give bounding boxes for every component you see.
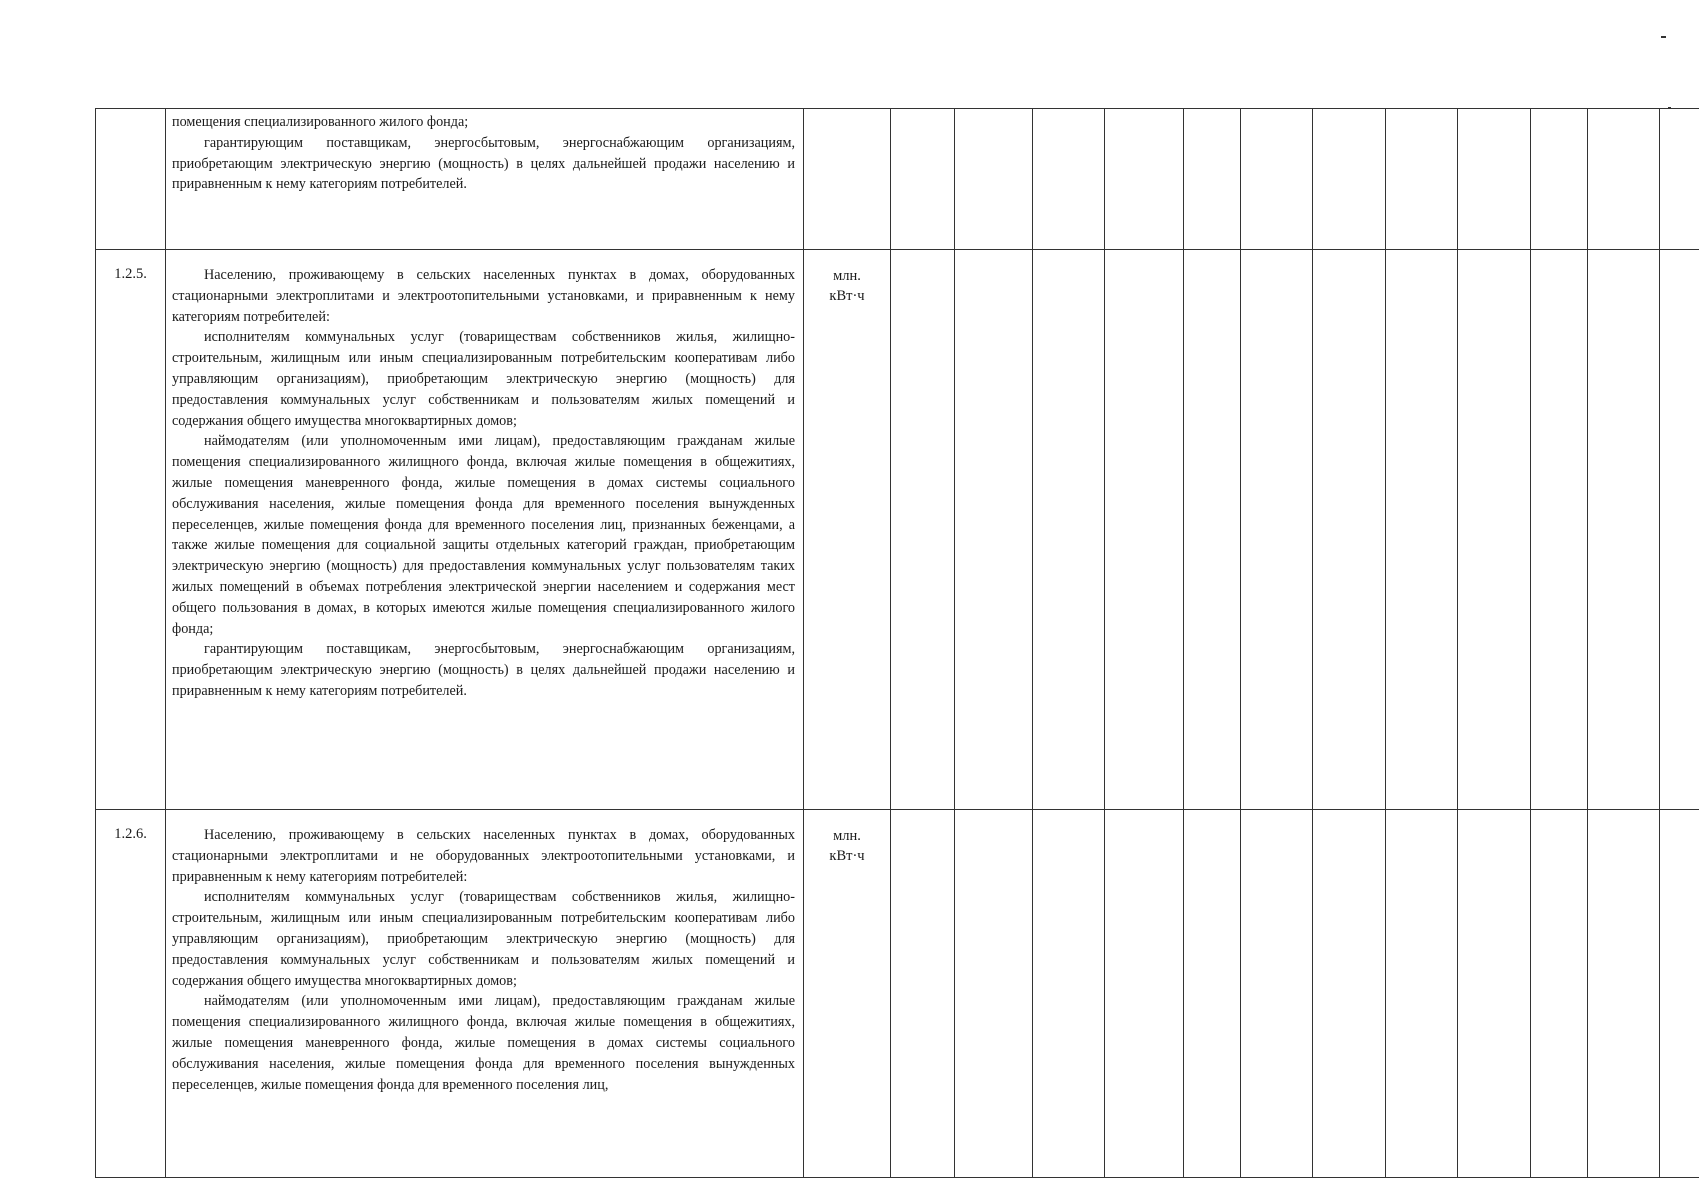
row-number: 1.2.5. (96, 250, 166, 810)
empty-cell (1184, 810, 1241, 1178)
scan-speck (1661, 36, 1666, 38)
paragraph: наймодателям (или уполномоченным ими лицам), предоставляющим гражданам жилые помещения специализированного жилищного фонда, включая жилые помещения в общежитиях, жилые помещения маневренного фонда, жилые помещения в домах системы социального обслуживания населения, жилые помещения фонда для временного поселения вынужденных переселенцев, жилые помещения фонда для временного поселения лиц, (172, 993, 795, 1093)
table-row (96, 109, 1699, 250)
row-description (166, 810, 804, 1178)
empty-cell (891, 250, 955, 810)
empty-cell (955, 109, 1033, 250)
empty-cell (1458, 810, 1531, 1178)
empty-cell (1105, 250, 1184, 810)
unit-cell (804, 810, 891, 1178)
empty-cell (1660, 250, 1699, 810)
empty-cell (1184, 109, 1241, 250)
empty-cell (1386, 250, 1458, 810)
row-number (96, 109, 166, 250)
empty-cell (891, 109, 955, 250)
unit-line: кВт·ч (829, 288, 865, 304)
empty-cell (1241, 109, 1313, 250)
empty-cell (1660, 109, 1699, 250)
empty-cell (1386, 109, 1458, 250)
empty-cell (1184, 250, 1241, 810)
empty-cell (1588, 109, 1660, 250)
paragraph: исполнителям коммунальных услуг (товариществам собственников жилья, жилищно-строительным, жилищным или иным специализированным потребительским кооперативам либо управляющим организациям), приобретающим электрическую энергию (мощность) для предоставления коммунальных услуг собственникам и пользователям жилых помещений и содержания общего имущества многоквартирных домов; (172, 889, 795, 989)
empty-cell (1531, 109, 1588, 250)
empty-cell (1241, 250, 1313, 810)
empty-cell (1531, 250, 1588, 810)
row-description (166, 250, 804, 810)
empty-cell (1458, 250, 1531, 810)
empty-cell (1531, 810, 1588, 1178)
empty-cell (1313, 109, 1386, 250)
unit-cell (804, 109, 891, 250)
unit-cell (804, 250, 891, 810)
row-number: 1.2.6. (96, 810, 166, 1178)
empty-cell (1588, 250, 1660, 810)
paragraph: Населению, проживающему в сельских населенных пунктах в домах, оборудованных стационарными электроплитами и электроотопительными установками, и приравненным к нему категориям потребителей: (172, 267, 795, 325)
paragraph: гарантирующим поставщикам, энергосбытовым, энергоснабжающим организациям, приобретающим электрическую энергию (мощность) в целях дальнейшей продажи населению и приравненным к нему категориям потребителей. (172, 134, 795, 193)
paragraph: Населению, проживающему в сельских населенных пунктах в домах, оборудованных стационарными электроплитами и не оборудованных электроотопительными установками, и приравненным к нему категориям потребителей: (172, 827, 795, 885)
empty-cell (1660, 810, 1699, 1178)
empty-cell (1105, 810, 1184, 1178)
unit-line: млн. (833, 268, 861, 284)
empty-cell (1241, 810, 1313, 1178)
row-description (166, 109, 804, 250)
data-table (95, 108, 1699, 1178)
empty-cell (1458, 109, 1531, 250)
empty-cell (1033, 109, 1105, 250)
table-row (96, 250, 1699, 810)
empty-cell (1386, 810, 1458, 1178)
empty-cell (1105, 109, 1184, 250)
empty-cell (1033, 250, 1105, 810)
empty-cell (1588, 810, 1660, 1178)
empty-cell (1313, 810, 1386, 1178)
paragraph: помещения специализированного жилого фонда; (172, 114, 469, 130)
paragraph: гарантирующим поставщикам, энергосбытовым, энергоснабжающим организациям, приобретающим электрическую энергию (мощность) в целях дальнейшей продажи населению и приравненным к нему категориям потребителей. (172, 641, 795, 699)
paragraph: наймодателям (или уполномоченным ими лицам), предоставляющим гражданам жилые помещения специализированного жилищного фонда, включая жилые помещения в общежитиях, жилые помещения маневренного фонда, жилые помещения в домах системы социального обслуживания населения, жилые помещения фонда для временного поселения вынужденных переселенцев, жилые помещения фонда для временного поселения лиц, признанных беженцами, а также жилые помещения для социальной защиты отдельных категорий граждан, приобретающим электрическую энергию (мощность) для предоставления коммунальных услуг пользователям таких жилых помещений в объемах потребления электрической энергии населением и содержания мест общего пользования в домах, в которых имеются жилые помещения специализированного жилого фонда; (172, 433, 795, 637)
unit-line: млн. (833, 828, 861, 844)
empty-cell (955, 250, 1033, 810)
empty-cell (1313, 250, 1386, 810)
empty-cell (891, 810, 955, 1178)
paragraph: исполнителям коммунальных услуг (товариществам собственников жилья, жилищно-строительным, жилищным или иным специализированным потребительским кооперативам либо управляющим организациям), приобретающим электрическую энергию (мощность) для предоставления коммунальных услуг собственникам и пользователям жилых помещений и содержания общего имущества многоквартирных домов; (172, 329, 795, 429)
unit-line: кВт·ч (829, 848, 865, 864)
empty-cell (1033, 810, 1105, 1178)
empty-cell (955, 810, 1033, 1178)
table-row (96, 810, 1699, 1178)
